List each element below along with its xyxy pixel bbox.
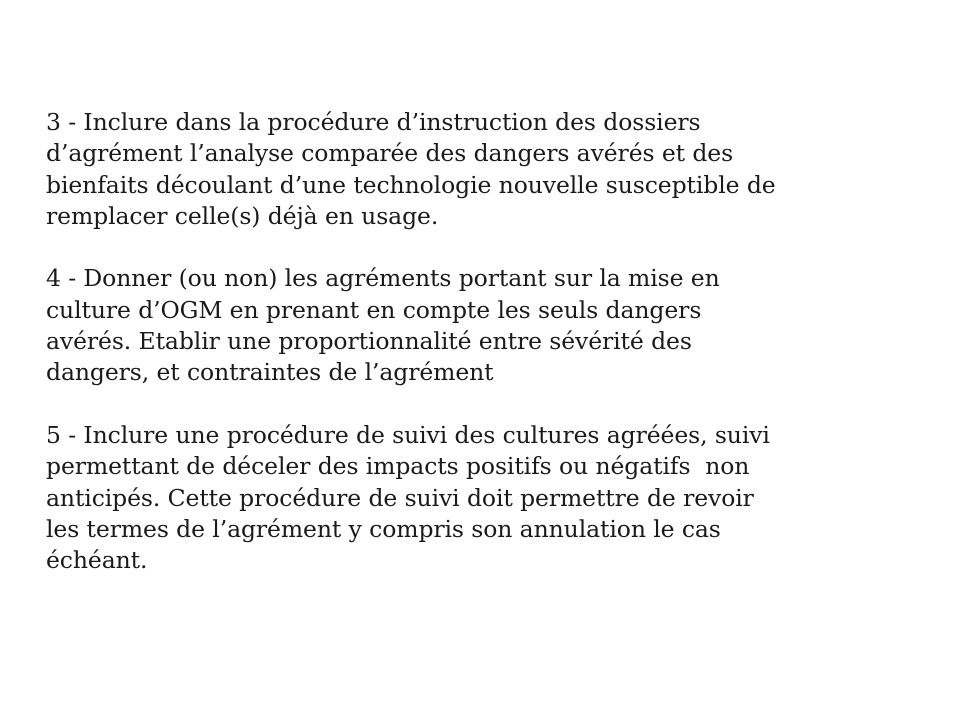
paragraph-line: 5 - Inclure une procédure de suivi des cultures agréées, suivi xyxy=(46,420,770,449)
paragraph-line: anticipés. Cette procédure de suivi doit permettre de revoir xyxy=(46,483,754,512)
paragraph-line: bienfaits découlant d’une technologie nouvelle susceptible de xyxy=(46,170,776,199)
paragraph-line: 4 - Donner (ou non) les agréments portant sur la mise en xyxy=(46,264,720,293)
paragraph-line: remplacer celle(s) déjà en usage. xyxy=(46,201,439,230)
paragraph-line: permettant de déceler des impacts positifs ou négatifs non xyxy=(46,452,750,481)
paragraph-spacer xyxy=(46,389,926,420)
paragraph-line: dangers, et contraintes de l’agrément xyxy=(46,358,494,387)
paragraph-line: échéant. xyxy=(46,546,148,575)
paragraph-line: culture d’OGM en prenant en compte les seuls dangers xyxy=(46,295,702,324)
paragraph-4 xyxy=(46,263,926,388)
paragraph-line: les termes de l’agrément y compris son annulation le cas xyxy=(46,514,721,543)
paragraph-line: d’agrément l’analyse comparée des dangers avérés et des xyxy=(46,139,734,168)
paragraph-spacer xyxy=(46,232,926,263)
paragraph-3 xyxy=(46,107,926,232)
paragraph-line: avérés. Etablir une proportionnalité entre sévérité des xyxy=(46,327,692,356)
slide-body xyxy=(46,107,926,576)
paragraph-5 xyxy=(46,420,926,576)
paragraph-line: 3 - Inclure dans la procédure d’instruction des dossiers xyxy=(46,108,701,136)
